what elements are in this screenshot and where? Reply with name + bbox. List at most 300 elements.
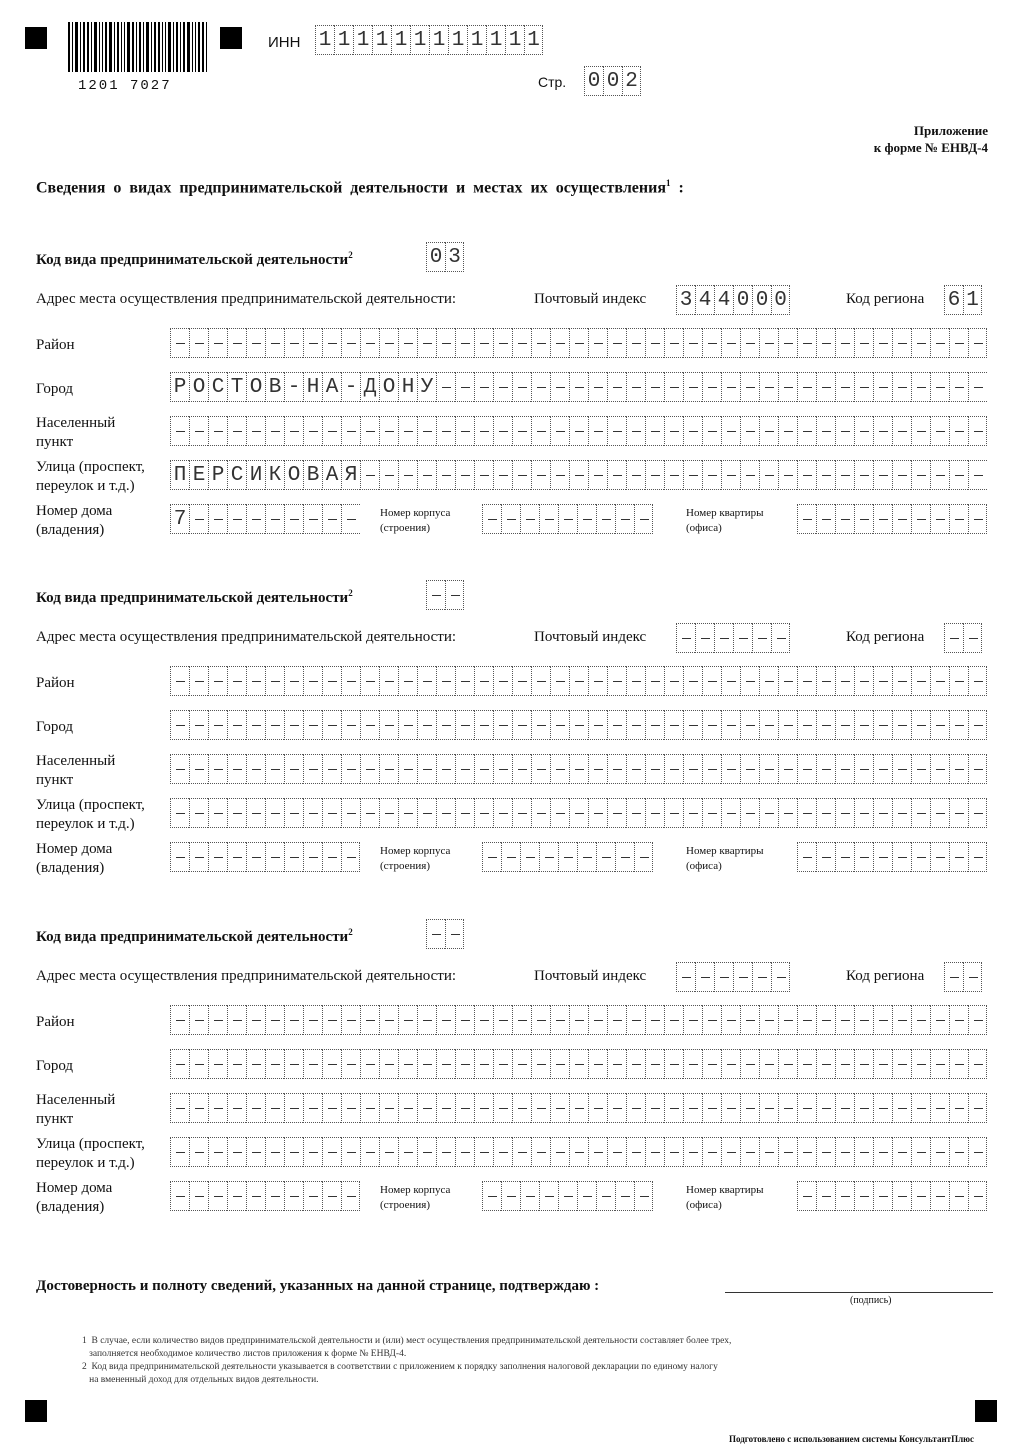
city-label: Город: [36, 719, 74, 735]
char-cell: [417, 1093, 436, 1123]
char-cell: [683, 710, 702, 740]
city-cells[interactable]: [170, 372, 987, 402]
confirmation-text: Достоверность и полноту сведений, указанных на данной странице, подтверждаю :: [36, 1278, 600, 1294]
barcode-bar: [94, 22, 97, 72]
char-cell: [341, 1137, 360, 1167]
char-cell: [482, 1181, 501, 1211]
char-cell: [398, 754, 417, 784]
postal-index-cells[interactable]: [676, 962, 790, 992]
char-cell: [322, 842, 341, 872]
char-cell: [189, 1181, 208, 1211]
char-cell: [227, 710, 246, 740]
apartment-label-1: Номер квартиры: [686, 1184, 764, 1196]
char-cell: [854, 416, 873, 446]
char-cell: [607, 666, 626, 696]
char-cell: [626, 754, 645, 784]
char-cell: [721, 754, 740, 784]
char-cell: [512, 460, 531, 490]
char-cell: [474, 328, 493, 358]
char-cell: [474, 798, 493, 828]
char-cell: [379, 666, 398, 696]
char-cell: [873, 460, 892, 490]
barcode-bar: [99, 22, 100, 72]
district-label: Район: [36, 1014, 75, 1030]
char-cell: [759, 1093, 778, 1123]
char-cell: Р: [170, 372, 189, 402]
corner-marker-bottom-right: [975, 1400, 997, 1422]
char-cell: [854, 328, 873, 358]
char-cell: [398, 1049, 417, 1079]
barcode-bar: [195, 22, 196, 72]
apartment-cells[interactable]: [797, 842, 987, 872]
char-cell: [208, 798, 227, 828]
char-cell: [759, 372, 778, 402]
char-cell: [873, 504, 892, 534]
barcode: [68, 22, 209, 72]
char-cell: [664, 1005, 683, 1035]
char-cell: [759, 416, 778, 446]
char-cell: [322, 754, 341, 784]
city-cells[interactable]: [170, 1049, 987, 1079]
char-cell: [531, 798, 550, 828]
char-cell: [512, 710, 531, 740]
char-cell: [634, 504, 653, 534]
char-cell: [930, 842, 949, 872]
char-cell: [577, 1181, 596, 1211]
char-cell: [683, 754, 702, 784]
locality-label-1: Населенный: [36, 415, 116, 431]
char-cell: [740, 1005, 759, 1035]
postal-index-cells[interactable]: [676, 623, 790, 653]
char-cell: [227, 328, 246, 358]
char-cell: [227, 798, 246, 828]
char-cell: [482, 504, 501, 534]
char-cell: [379, 1137, 398, 1167]
street-label-1: Улица (проспект,: [36, 797, 145, 813]
char-cell: [531, 328, 550, 358]
char-cell: К: [265, 460, 284, 490]
char-cell: [322, 504, 341, 534]
inn-digit-cell: 1: [448, 25, 467, 55]
char-cell: [968, 666, 987, 696]
char-cell: [493, 460, 512, 490]
char-cell: [436, 416, 455, 446]
apartment-label-2: (офиса): [686, 522, 722, 534]
char-cell: А: [322, 372, 341, 402]
char-cell: [797, 1005, 816, 1035]
char-cell: [740, 1049, 759, 1079]
char-cell: [360, 1137, 379, 1167]
house-cells[interactable]: [170, 842, 360, 872]
char-cell: [797, 798, 816, 828]
char-cell: [398, 1137, 417, 1167]
char-cell: [398, 710, 417, 740]
char-cell: -: [284, 372, 303, 402]
char-cell: [417, 460, 436, 490]
district-cells[interactable]: [170, 328, 987, 358]
char-cell: [436, 460, 455, 490]
char-cell: [911, 460, 930, 490]
char-cell: [284, 798, 303, 828]
inn-digit-cell: 1: [486, 25, 505, 55]
activity-code-cells[interactable]: [426, 919, 464, 949]
char-cell: [626, 372, 645, 402]
char-cell: [531, 1137, 550, 1167]
char-cell: [208, 416, 227, 446]
char-cell: [873, 328, 892, 358]
barcode-bar: [114, 22, 115, 72]
char-cell: [816, 328, 835, 358]
inn-digit-cell: 1: [391, 25, 410, 55]
building-label-2: (строения): [380, 1199, 430, 1211]
char-cell: [493, 1049, 512, 1079]
barcode-bar: [162, 22, 163, 72]
barcode-bar: [158, 22, 160, 72]
char-cell: [246, 416, 265, 446]
char-cell: [930, 798, 949, 828]
char-cell: [208, 1181, 227, 1211]
char-cell: [246, 1049, 265, 1079]
barcode-bar: [72, 22, 73, 72]
char-cell: [569, 1005, 588, 1035]
apartment-label-2: (офиса): [686, 860, 722, 872]
postal-index-cell: [771, 623, 790, 653]
apartment-cells[interactable]: [797, 504, 987, 534]
char-cell: [949, 372, 968, 402]
char-cell: [854, 842, 873, 872]
char-cell: [778, 754, 797, 784]
char-cell: [577, 842, 596, 872]
char-cell: [550, 1093, 569, 1123]
char-cell: [436, 710, 455, 740]
house-label-1: Номер дома: [36, 841, 113, 857]
char-cell: [664, 1049, 683, 1079]
char-cell: [835, 372, 854, 402]
char-cell: [702, 754, 721, 784]
char-cell: [835, 754, 854, 784]
char-cell: [550, 416, 569, 446]
char-cell: [797, 666, 816, 696]
char-cell: [778, 1137, 797, 1167]
char-cell: [816, 1049, 835, 1079]
postal-index-cell: [695, 623, 714, 653]
region-code-cells[interactable]: [944, 285, 982, 315]
char-cell: [816, 798, 835, 828]
char-cell: [949, 1049, 968, 1079]
char-cell: [873, 754, 892, 784]
corner-marker-top-left: [25, 27, 47, 49]
building-label-1: Номер корпуса: [380, 1184, 451, 1196]
barcode-bar: [176, 22, 178, 72]
char-cell: [550, 1137, 569, 1167]
char-cell: [740, 372, 759, 402]
char-cell: [322, 1137, 341, 1167]
char-cell: [816, 372, 835, 402]
postal-index-cell: 0: [752, 285, 771, 315]
footnote-2-line1: Код вида предпринимательской деятельности указывается в соответствии с приложением к порядку заполнения налоговой декларации по единому налогу: [91, 1362, 718, 1372]
locality-cells[interactable]: [170, 1093, 987, 1123]
activity-code-footnote: 2: [348, 588, 353, 598]
char-cell: [816, 754, 835, 784]
region-code-cell: 6: [944, 285, 963, 315]
char-cell: [189, 1005, 208, 1035]
barcode-bar: [165, 22, 166, 72]
char-cell: [816, 842, 835, 872]
char-cell: [968, 460, 987, 490]
char-cell: [740, 416, 759, 446]
char-cell: [797, 754, 816, 784]
char-cell: [721, 1137, 740, 1167]
building-cells[interactable]: [482, 1181, 653, 1211]
char-cell: [303, 1137, 322, 1167]
char-cell: [645, 666, 664, 696]
char-cell: [626, 710, 645, 740]
postal-index-cell: [733, 962, 752, 992]
building-label-1: Номер корпуса: [380, 507, 451, 519]
char-cell: [683, 798, 702, 828]
building-cells[interactable]: [482, 842, 653, 872]
building-cells[interactable]: [482, 504, 653, 534]
barcode-bar: [173, 22, 174, 72]
char-cell: [360, 1093, 379, 1123]
barcode-bar: [83, 22, 85, 72]
char-cell: [683, 1137, 702, 1167]
char-cell: [816, 666, 835, 696]
char-cell: [170, 1093, 189, 1123]
inn-digit-cell: 1: [372, 25, 391, 55]
char-cell: [341, 1093, 360, 1123]
barcode-bar: [168, 22, 171, 72]
char-cell: [303, 842, 322, 872]
inn-digit-cell: 1: [353, 25, 372, 55]
char-cell: [835, 328, 854, 358]
district-cells[interactable]: [170, 1005, 987, 1035]
char-cell: [607, 372, 626, 402]
appendix-line-1: Приложение: [913, 123, 988, 138]
char-cell: [512, 666, 531, 696]
char-cell: [588, 1049, 607, 1079]
char-cell: [170, 710, 189, 740]
char-cell: [664, 666, 683, 696]
region-code-cell: [963, 962, 982, 992]
char-cell: [455, 754, 474, 784]
char-cell: [930, 372, 949, 402]
char-cell: [968, 754, 987, 784]
char-cell: [455, 328, 474, 358]
char-cell: [284, 754, 303, 784]
char-cell: [303, 798, 322, 828]
char-cell: [596, 842, 615, 872]
char-cell: [208, 1093, 227, 1123]
char-cell: [873, 798, 892, 828]
locality-cells[interactable]: [170, 754, 987, 784]
postal-index-cell: 4: [714, 285, 733, 315]
char-cell: [550, 754, 569, 784]
barcode-bar: [102, 22, 103, 72]
prepared-by: Подготовлено с использованием системы КонсультантПлюс: [728, 1434, 974, 1444]
locality-label-1: Населенный: [36, 1092, 116, 1108]
char-cell: [474, 754, 493, 784]
char-cell: [569, 754, 588, 784]
char-cell: [341, 754, 360, 784]
char-cell: [911, 372, 930, 402]
char-cell: [550, 372, 569, 402]
char-cell: -: [341, 372, 360, 402]
inn-cells[interactable]: [315, 25, 543, 55]
char-cell: [303, 666, 322, 696]
city-cells[interactable]: [170, 710, 987, 740]
char-cell: [436, 1093, 455, 1123]
char-cell: [322, 666, 341, 696]
postal-index-cells[interactable]: [676, 285, 790, 315]
char-cell: [702, 328, 721, 358]
char-cell: Я: [341, 460, 360, 490]
char-cell: [208, 754, 227, 784]
char-cell: [436, 328, 455, 358]
title-colon: :: [678, 179, 684, 197]
district-cells[interactable]: [170, 666, 987, 696]
locality-label-1: Населенный: [36, 753, 116, 769]
char-cell: [360, 710, 379, 740]
activity-code-cell: [426, 919, 445, 949]
char-cell: [949, 1005, 968, 1035]
char-cell: [265, 666, 284, 696]
char-cell: [626, 798, 645, 828]
char-cell: [911, 504, 930, 534]
char-cell: [501, 1181, 520, 1211]
char-cell: [949, 842, 968, 872]
signature-line[interactable]: [725, 1292, 993, 1293]
char-cell: [398, 798, 417, 828]
char-cell: [892, 1137, 911, 1167]
postal-index-cell: [752, 623, 771, 653]
char-cell: [797, 1137, 816, 1167]
char-cell: [664, 372, 683, 402]
region-code-cell: [944, 623, 963, 653]
region-code-cells[interactable]: [944, 962, 982, 992]
char-cell: [854, 1181, 873, 1211]
char-cell: [596, 504, 615, 534]
char-cell: [721, 1093, 740, 1123]
region-code-cells[interactable]: [944, 623, 982, 653]
char-cell: [759, 754, 778, 784]
char-cell: [607, 1093, 626, 1123]
char-cell: [740, 1137, 759, 1167]
char-cell: [759, 460, 778, 490]
activity-code-cells[interactable]: [426, 580, 464, 610]
char-cell: [645, 1049, 664, 1079]
char-cell: [360, 666, 379, 696]
char-cell: [626, 666, 645, 696]
char-cell: [873, 416, 892, 446]
char-cell: [588, 1093, 607, 1123]
char-cell: [892, 842, 911, 872]
apartment-cells[interactable]: [797, 1181, 987, 1211]
char-cell: [531, 754, 550, 784]
street-cells[interactable]: [170, 1137, 987, 1167]
street-label-2: переулок и т.д.): [36, 1155, 135, 1171]
char-cell: В: [303, 460, 322, 490]
char-cell: [303, 1005, 322, 1035]
house-cells[interactable]: [170, 504, 360, 534]
house-label-2: (владения): [36, 1199, 105, 1215]
char-cell: [455, 666, 474, 696]
char-cell: [835, 1093, 854, 1123]
char-cell: [208, 328, 227, 358]
char-cell: [949, 504, 968, 534]
char-cell: [189, 1049, 208, 1079]
char-cell: [379, 460, 398, 490]
activity-code-footnote: 2: [348, 927, 353, 937]
char-cell: [968, 798, 987, 828]
char-cell: [512, 1137, 531, 1167]
char-cell: [797, 460, 816, 490]
char-cell: [265, 416, 284, 446]
char-cell: [246, 710, 265, 740]
char-cell: [189, 1137, 208, 1167]
char-cell: [265, 1093, 284, 1123]
page-digit-cell: 0: [603, 66, 622, 96]
char-cell: [379, 754, 398, 784]
char-cell: [626, 328, 645, 358]
street-cells[interactable]: [170, 460, 987, 490]
char-cell: [721, 798, 740, 828]
street-label-2: переулок и т.д.): [36, 478, 135, 494]
char-cell: [417, 710, 436, 740]
char-cell: [588, 416, 607, 446]
char-cell: [341, 328, 360, 358]
char-cell: [835, 798, 854, 828]
activity-code-cells[interactable]: [426, 242, 464, 272]
char-cell: [930, 460, 949, 490]
char-cell: [949, 666, 968, 696]
char-cell: [493, 710, 512, 740]
char-cell: [816, 1181, 835, 1211]
char-cell: [284, 1137, 303, 1167]
inn-digit-cell: 1: [315, 25, 334, 55]
char-cell: [930, 710, 949, 740]
locality-cells[interactable]: [170, 416, 987, 446]
char-cell: [512, 372, 531, 402]
char-cell: [550, 666, 569, 696]
street-cells[interactable]: [170, 798, 987, 828]
char-cell: [816, 1093, 835, 1123]
barcode-bar: [187, 22, 190, 72]
char-cell: [227, 1049, 246, 1079]
activity-code-footnote: 2: [348, 250, 353, 260]
apartment-label-2: (офиса): [686, 1199, 722, 1211]
char-cell: [170, 754, 189, 784]
char-cell: [531, 372, 550, 402]
postal-index-cell: 3: [676, 285, 695, 315]
locality-label-2: пункт: [36, 1111, 74, 1127]
char-cell: [683, 666, 702, 696]
char-cell: [645, 460, 664, 490]
house-cells[interactable]: [170, 1181, 360, 1211]
char-cell: [740, 1093, 759, 1123]
char-cell: О: [284, 460, 303, 490]
char-cell: [911, 710, 930, 740]
char-cell: [873, 710, 892, 740]
char-cell: [588, 372, 607, 402]
char-cell: [721, 666, 740, 696]
postal-index-cell: [676, 623, 695, 653]
char-cell: [341, 842, 360, 872]
char-cell: [493, 798, 512, 828]
char-cell: [189, 328, 208, 358]
char-cell: [626, 1005, 645, 1035]
footnote-1-line1: В случае, если количество видов предпринимательской деятельности и (или) мест осуществления предпринимательской деятельности составляет более трех,: [91, 1336, 732, 1346]
